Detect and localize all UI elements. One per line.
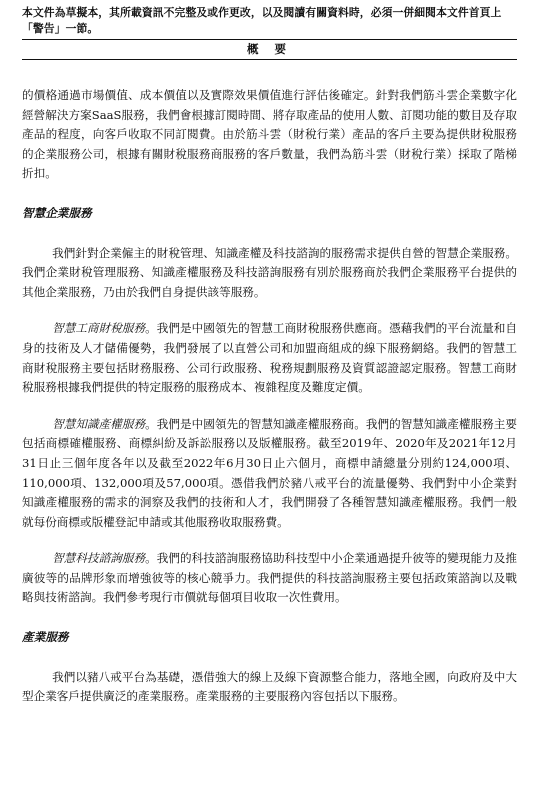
lead-tech-consulting-services: 智慧科技諮詢服務 [52, 551, 146, 566]
section-header-bar [22, 39, 517, 60]
paragraph-tech-consulting-services [22, 549, 517, 608]
paragraph-pricing: 的價格通過市場價值、成本價值以及實際效果價值進行評估後確定。針對我們筋斗雲企業數字化經營解決方案SaaS服務，我們會根據訂閱時間、將存取產品的使用人數、訂閱功能的數目及存取產品的程度，向客戶收取不同訂閱費。由於筋斗雲（財稅行業）產品的客戶主要為提供財稅服務的企業服務公司，根據有關財稅服務商服務的客戶數量，我們為筋斗雲（財稅行業）採取了階梯折扣。 [22, 88, 517, 181]
document-body [22, 86, 517, 707]
lead-ip-services: 智慧知識產權服務 [52, 416, 146, 431]
heading-smart-enterprise-services: 智慧企業服務 [22, 205, 92, 220]
text-ip-services: 。我們是中國領先的智慧知識產權服務商。我們的智慧知識產權服務主要包括商標確權服務、商標糾紛及訴訟服務以及版權服務。截至2019年、2020年及2021年12月31日止三個年度各年以及截至2022年6月30日止六個月，商標申請總量分別約124,000項、110,000項、132,000項及57,000項。憑借我們於豬八戒平台的流量優勢、我們對中小企業對知識產權服務的需求的洞察及我們的技術和人才，我們開發了各種智慧知識產權服務。我們一般就每份商標或版權登記申請或其他服務收取服務費。 [22, 416, 517, 529]
paragraph-enterprise-services-intro: 我們針對企業僱主的財稅管理、知識產權及科技諮詢的服務需求提供自營的智慧企業服務。我們企業財稅管理服務、知識產權服務及科技諮詢服務有別於服務商於我們企業服務平台提供的其他企業服務，乃由於我們自身提供該等服務。 [22, 245, 517, 299]
section-title: 概 要 [246, 42, 292, 56]
paragraph-ip-services [22, 415, 517, 533]
text-tech-consulting-services: 。我們的科技諮詢服務協助科技型中小企業通過提升彼等的變現能力及推廣彼等的品牌形象而增強彼等的核心競爭力。我們提供的科技諮詢服務主要包括政策諮詢以及戰略與技術諮詢。我們參考現行市價就每個項目收取一次性費用。 [22, 551, 517, 605]
text-business-tax-services: 。我們是中國領先的智慧工商財稅服務供應商。憑藉我們的平台流量和自身的技術及人才儲備優勢，我們發展了以直營公司和加盟商組成的線下服務網絡。我們的智慧工商財稅服務主要包括財務服務、公司行政服務、稅務規劃服務及資質認證認定服務。智慧工商財稅服務根據我們提供的特定服務的服務成本、複雜程度及難度定價。 [22, 321, 517, 395]
paragraph-business-tax-services [22, 319, 517, 397]
draft-warning-notice: 本文件為草擬本，其所載資訊不完整及或作更改，以及閱讀有關資料時，必須一併細閱本文件首頁上「警告」一節。 [22, 6, 502, 35]
lead-business-tax-services: 智慧工商財稅服務 [52, 321, 146, 336]
paragraph-industry-services-intro: 我們以豬八戒平台為基礎，憑借強大的線上及線下資源整合能力，落地全國，向政府及中大型企業客戶提供廣泛的產業服務。產業服務的主要服務內容包括以下服務。 [22, 669, 517, 704]
heading-industry-services: 產業服務 [22, 630, 69, 645]
